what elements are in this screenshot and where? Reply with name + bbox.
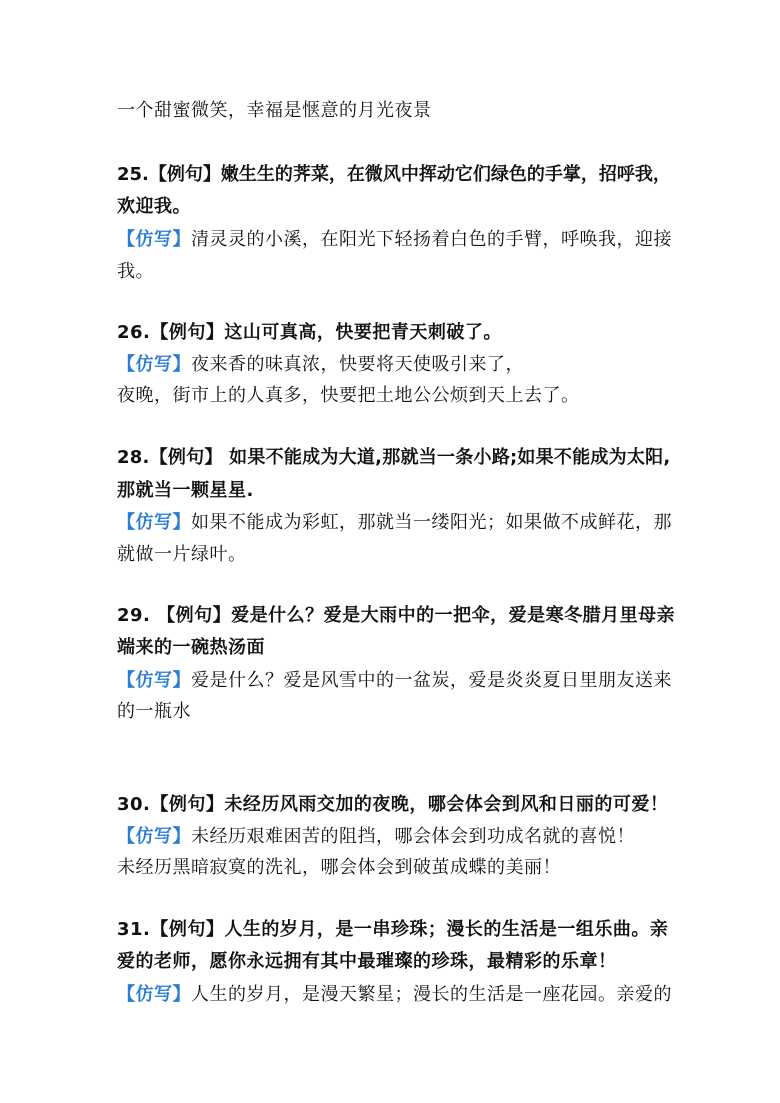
example-line: 29. 【例句】爱是什么？爱是大雨中的一把伞，爱是寒冬腊月里母亲: [117, 605, 676, 626]
imitation-line: [117, 669, 677, 693]
imitation-text: 清灵灵的小溪，在阳光下轻扬着白色的手臂，呼唤我，迎接: [191, 229, 672, 250]
example-line: 28.【例句】 如果不能成为大道,那就当一条小路;如果不能成为太阳,: [117, 447, 671, 468]
example-line: 欢迎我。: [117, 196, 191, 217]
example-line: 那就当一颗星星.: [117, 480, 254, 501]
imitation-text: 未经历艰难困苦的阻挡，哪会体会到功成名就的喜悦！: [191, 826, 635, 847]
imitation-line: 未经历黑暗寂寞的洗礼，哪会体会到破茧成蝶的美丽！: [117, 857, 561, 878]
imitation-line: 的一瓶水: [117, 701, 191, 722]
intro-line: 一个甜蜜微笑，幸福是惬意的月光夜景: [117, 100, 432, 121]
imitation-tag: 【仿写】: [117, 826, 191, 847]
imitation-line: 夜晚，街市上的人真多，快要把土地公公烦到天上去了。: [117, 385, 580, 406]
imitation-line: [117, 825, 677, 849]
imitation-line: [117, 353, 677, 377]
imitation-tag: 【仿写】: [117, 670, 191, 691]
example-line: 31.【例句】人生的岁月，是一串珍珠；漫长的生活是一组乐曲。亲: [117, 919, 669, 940]
example-line: 26.【例句】这山可真高，快要把青天刺破了。: [117, 322, 502, 343]
imitation-line: 就做一片绿叶。: [117, 544, 247, 565]
example-line: 端来的一碗热汤面: [117, 637, 265, 658]
imitation-tag: 【仿写】: [117, 354, 191, 375]
imitation-text: 人生的岁月，是漫天繁星；漫长的生活是一座花园。亲爱的: [191, 984, 672, 1005]
imitation-tag: 【仿写】: [117, 984, 191, 1005]
imitation-line: [117, 228, 677, 252]
example-line: 爱的老师，愿你永远拥有其中最璀璨的珍珠，最精彩的乐章！: [117, 951, 617, 972]
imitation-line: [117, 511, 677, 535]
imitation-line: [117, 983, 677, 1007]
example-line: 25.【例句】嫩生生的荠菜，在微风中挥动它们绿色的手掌，招呼我，: [117, 164, 671, 185]
imitation-tag: 【仿写】: [117, 512, 191, 533]
imitation-text: 如果不能成为彩虹，那就当一缕阳光；如果做不成鲜花，那: [191, 512, 672, 533]
imitation-text: 爱是什么？爱是风雪中的一盆炭，爱是炎炎夏日里朋友送来: [191, 670, 672, 691]
imitation-text: 夜来香的味真浓，快要将天使吸引来了，: [191, 354, 524, 375]
imitation-tag: 【仿写】: [117, 229, 191, 250]
example-line: 30.【例句】未经历风雨交加的夜晚，哪会体会到风和日丽的可爱！: [117, 794, 669, 815]
imitation-line: 我。: [117, 261, 154, 282]
